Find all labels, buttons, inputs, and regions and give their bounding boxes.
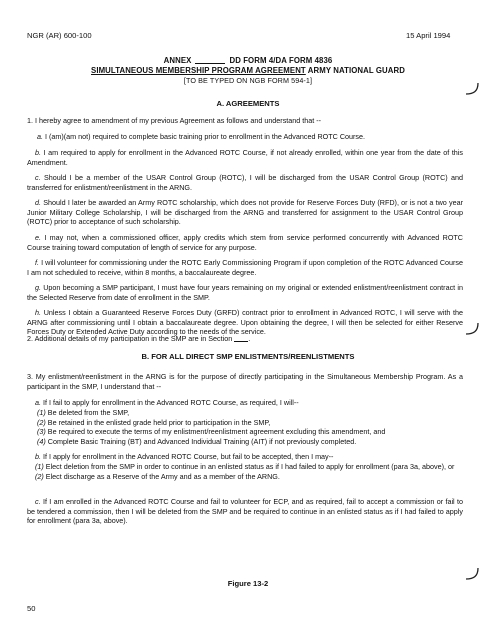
title-line-2 bbox=[0, 66, 496, 75]
list-item: (3) Be required to execute the terms of my enlistment/reenlistment agreement excluding this amendment, and bbox=[37, 427, 386, 437]
para-1d: d. Should I later be awarded an Army ROTC scholarship, which does not provide for Reserve Forces Duty (RFD), or is not a two year Junior Military College Scholarship, I will be discharged from the ARNG and transferred for assignment to the USAR Control Group (ROTC) prior to acceptance of such scholarship. bbox=[27, 198, 463, 227]
title-program: SIMULTANEOUS MEMBERSHIP PROGRAM AGREEMENT bbox=[91, 66, 306, 75]
section-blank bbox=[234, 334, 248, 342]
para-3a: a. If I fail to apply for enrollment in the Advanced ROTC Course, as required, I will-- bbox=[35, 398, 299, 407]
para-1a: a. I (am)(am not) required to complete basic training prior to enrollment in the Advanced ROTC Course. bbox=[37, 132, 365, 141]
list-item: (1) Be deleted from the SMP, bbox=[37, 408, 130, 417]
section-b-heading: B. FOR ALL DIRECT SMP ENLISTMENTS/REENLISTMENTS bbox=[141, 352, 355, 361]
title-guard: ARMY NATIONAL GUARD bbox=[305, 66, 405, 75]
para-1b: b. I am required to apply for enrollment in the Advanced ROTC Course, if not already enrolled, within one year from the date of this Amendment. bbox=[27, 148, 463, 167]
para-1e: e. I may not, when a commissioned officer, apply credits which stem from service performed concurrently with Advanced ROTC Course training toward computation of length of service for any purpose. bbox=[27, 233, 463, 252]
list-item: (2) Elect discharge as a Reserve of the Army and as a member of the ARNG. bbox=[35, 471, 280, 481]
paragraph-1: 1. I hereby agree to amendment of my previous Agreement as follows and understand that -- bbox=[27, 116, 322, 125]
para-1f: f. I will volunteer for commissioning under the ROTC Early Commissioning Program if upon completion of the ROTC Advanced Course I am not scheduled to receive, within 8 months, a baccalaureate degree. bbox=[27, 258, 463, 277]
header-regulation: NGR (AR) 600-100 bbox=[27, 31, 92, 40]
section-a-heading: A. AGREEMENTS bbox=[216, 99, 280, 108]
annex-blank bbox=[195, 56, 225, 64]
para-1h: h. Unless I obtain a Guaranteed Reserve Forces Duty (GRFD) contract prior to enrollment in Advanced ROTC, I will serve with the ARNG after commissioning until I obtain a baccalaureate degree. Upon obtaining the degree, I will then be selected for either Reserve Forces Duty or Extended Active Duty according to the needs of the service. bbox=[27, 308, 463, 337]
annex-label: ANNEX bbox=[163, 56, 192, 65]
title-line-1 bbox=[0, 56, 496, 65]
page-number: 50 bbox=[27, 604, 36, 613]
para-1c: c. Should I be a member of the USAR Control Group (ROTC), I will be discharged from the USAR Control Group (ROTC) and transferred for enlistment/reenlistment in the ARNG. bbox=[27, 173, 463, 192]
para-3b: b. If I apply for enrollment in the Advanced ROTC Course, but fail to be accepted, then I may-- bbox=[35, 452, 334, 461]
list-item: (4) Complete Basic Training (BT) and Advanced Individual Training (AIT) if not previously completed. bbox=[37, 436, 357, 446]
list-item: (2) Be retained in the enlisted grade held prior to participation in the SMP, bbox=[37, 417, 271, 427]
para-1g: g. Upon becoming a SMP participant, I must have four years remaining on my original or extended enlistment/reenlistment contract in the Selected Reserve from date of enrollment in the SMP. bbox=[27, 283, 463, 302]
para-3c: c. If I am enrolled in the Advanced ROTC Course and fail to volunteer for ECP, and as required, fail to accept a commission or fail to be tendered a commission, then I will be deleted from the SMP and be required to continue in an enlisted status as if I had failed to apply for enrollment (para 3a, above). bbox=[27, 497, 463, 526]
figure-caption: Figure 13-2 bbox=[227, 579, 269, 588]
paragraph-2: 2. Additional details of my participation in the SMP are in Section . bbox=[27, 334, 251, 343]
header-date: 15 April 1994 bbox=[406, 31, 451, 40]
para-3b-items bbox=[27, 462, 463, 481]
para-3a-items bbox=[27, 408, 473, 446]
paragraph-3: 3. My enlistment/reenlistment in the ARNG is for the purpose of directly participating in the Simultaneous Membership Program. As a participant in the SMP, I understand that -- bbox=[27, 372, 463, 391]
form-label: DD FORM 4/DA FORM 4836 bbox=[229, 56, 333, 65]
binder-mark-icon bbox=[464, 567, 480, 581]
binder-mark-icon bbox=[464, 82, 480, 96]
binder-mark-icon bbox=[464, 322, 480, 336]
title-line-3: [TO BE TYPED ON NGB FORM 594-1] bbox=[183, 76, 313, 85]
list-item: (1) Elect deletion from the SMP in order to continue in an enlisted status as if I had failed to apply for enrollment (para 3a, above), or bbox=[35, 462, 455, 471]
